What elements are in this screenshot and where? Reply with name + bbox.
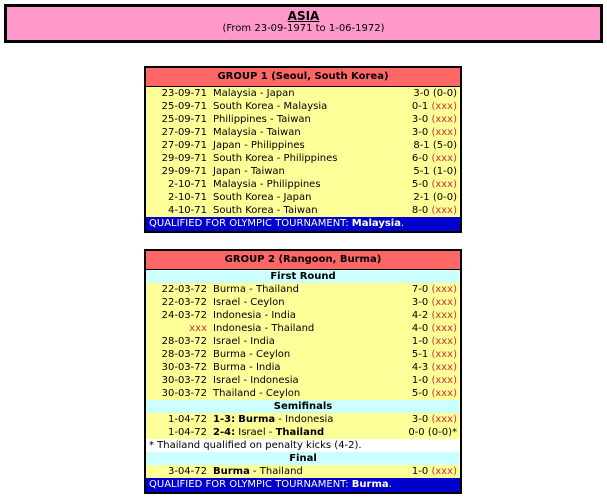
halftime-score: (xxx) (431, 283, 457, 295)
match-score (389, 178, 461, 191)
match-row (145, 113, 461, 126)
match-row (145, 87, 461, 101)
qualified-label: QUALIFIED FOR OLYMPIC TOURNAMENT: (149, 479, 349, 490)
qualified-end: . (388, 479, 392, 490)
match-row (145, 374, 461, 387)
halftime-score: (xxx) (431, 348, 457, 360)
halftime-score: (0-0) (432, 191, 457, 203)
match-row (145, 126, 461, 139)
match-row (145, 426, 461, 439)
match-row (145, 204, 461, 217)
match-teams: Israel - Ceylon (210, 296, 384, 309)
match-row (145, 165, 461, 178)
match-score (389, 139, 461, 152)
match-teams: Indonesia - India (210, 309, 384, 322)
match-row (145, 387, 461, 400)
match-date: xxx (145, 322, 210, 335)
match-teams: Japan - Philippines (210, 139, 389, 152)
match-date: 3-04-72 (145, 465, 210, 478)
qualified-team: Malaysia (351, 218, 401, 229)
match-row (145, 309, 461, 322)
match-teams: Philippines - Taiwan (210, 113, 389, 126)
match-score (389, 204, 461, 217)
match-score (389, 152, 461, 165)
match-row (145, 139, 461, 152)
match-row (145, 465, 461, 478)
halftime-score: (xxx) (431, 413, 457, 425)
semifinals-label: Semifinals (145, 400, 461, 413)
match-row (145, 178, 461, 191)
page-header (4, 4, 603, 43)
halftime-score: (5-0) (432, 139, 457, 151)
match-score (384, 465, 461, 478)
match-teams: Malaysia - Taiwan (210, 126, 389, 139)
match-teams: South Korea - Taiwan (210, 204, 389, 217)
match-row (145, 191, 461, 204)
match-date: 30-03-72 (145, 387, 210, 400)
match-date: 29-09-71 (145, 152, 210, 165)
group-2-title: GROUP 2 (Rangoon, Burma) (145, 250, 461, 270)
page-title: ASIA (287, 9, 320, 23)
match-date: 2-10-71 (145, 191, 210, 204)
score: 5-0 (411, 178, 429, 190)
score: 3-0 (411, 113, 429, 125)
halftime-score: (xxx) (431, 387, 457, 399)
halftime-score: (xxx) (431, 374, 457, 386)
match-date: 30-03-72 (145, 374, 210, 387)
score: 0-0 (408, 426, 425, 438)
match-date: 27-09-71 (145, 126, 210, 139)
score: 0-1 (411, 100, 429, 112)
group-1-qualified (145, 217, 461, 232)
match-score (384, 283, 461, 296)
match-date: 25-09-71 (145, 113, 210, 126)
halftime-score: (xxx) (431, 204, 457, 216)
match-row (145, 361, 461, 374)
match-teams: South Korea - Japan (210, 191, 389, 204)
match-score (384, 296, 461, 309)
match-teams: Japan - Taiwan (210, 165, 389, 178)
qualified-end: . (400, 218, 405, 229)
group-1-title: GROUP 1 (Seoul, South Korea) (145, 67, 461, 87)
match-date: 30-03-72 (145, 361, 210, 374)
score: 6-0 (411, 152, 429, 164)
match-row (145, 100, 461, 113)
score: 4-0 (411, 322, 429, 334)
halftime-score: (xxx) (431, 152, 457, 164)
match-score (389, 100, 461, 113)
match-teams: Malaysia - Japan (210, 87, 389, 101)
other-team: Israel - (238, 426, 276, 438)
score: 1-0 (411, 335, 429, 347)
position-label: 1-3: (213, 413, 236, 425)
match-teams: South Korea - Malaysia (210, 100, 389, 113)
halftime-score: (xxx) (431, 309, 457, 321)
group-2-table (144, 249, 462, 494)
halftime-score: (xxx) (431, 465, 457, 477)
match-teams: Burma - Thailand (210, 283, 384, 296)
match-teams: Indonesia - Thailand (210, 322, 384, 335)
match-row (145, 322, 461, 335)
match-score (389, 191, 461, 204)
match-date: 22-03-72 (145, 283, 210, 296)
halftime-score: (xxx) (431, 178, 457, 190)
match-date: 25-09-71 (145, 100, 210, 113)
score: 4-3 (411, 361, 429, 373)
match-score (389, 113, 461, 126)
halftime-score: (xxx) (431, 126, 457, 138)
score: 3-0 (411, 413, 429, 425)
match-teams: Malaysia - Philippines (210, 178, 389, 191)
match-teams: South Korea - Philippines (210, 152, 389, 165)
score: 5-1 (413, 165, 430, 177)
halftime-score: (1-0) (432, 165, 457, 177)
halftime-score: (xxx) (431, 322, 457, 334)
match-score (384, 348, 461, 361)
match-score (389, 126, 461, 139)
match-teams (210, 465, 384, 478)
group-2-qualified (145, 478, 461, 493)
match-score (384, 387, 461, 400)
score: 4-2 (411, 309, 429, 321)
score: 1-0 (411, 465, 429, 477)
other-team: - Thailand (249, 465, 303, 477)
match-teams: Israel - Indonesia (210, 374, 384, 387)
match-date: 28-03-72 (145, 348, 210, 361)
match-score (384, 413, 461, 426)
other-team: - Indonesia (275, 413, 334, 425)
halftime-score: (xxx) (431, 296, 457, 308)
match-score (384, 309, 461, 322)
group-1-table (144, 66, 462, 233)
final-label: Final (145, 452, 461, 465)
winner-team: Burma (238, 413, 276, 425)
match-score (389, 87, 461, 101)
match-date: 27-09-71 (145, 139, 210, 152)
halftime-score: (xxx) (431, 113, 457, 125)
halftime-score: (xxx) (431, 361, 457, 373)
match-teams (210, 413, 384, 426)
position-label: 2-4: (213, 426, 236, 438)
qualified-label: QUALIFIED FOR OLYMPIC TOURNAMENT: (149, 218, 349, 229)
match-date: 23-09-71 (145, 87, 210, 101)
match-teams: Burma - India (210, 361, 384, 374)
score: 3-0 (413, 87, 430, 99)
match-date: 2-10-71 (145, 178, 210, 191)
match-score (384, 322, 461, 335)
page-subtitle: (From 23-09-1971 to 1-06-1972) (222, 23, 385, 34)
winner-team: Burma (213, 465, 250, 477)
match-row (145, 413, 461, 426)
score: 3-0 (411, 296, 429, 308)
score: 5-1 (411, 348, 429, 360)
score: 2-1 (413, 191, 430, 203)
score: 1-0 (411, 374, 429, 386)
score: 3-0 (411, 126, 429, 138)
match-row (145, 335, 461, 348)
match-date: 1-04-72 (145, 413, 210, 426)
match-row (145, 348, 461, 361)
match-row (145, 296, 461, 309)
qualified-team: Burma (351, 479, 389, 490)
match-teams: Israel - India (210, 335, 384, 348)
winner-team: Thailand (275, 426, 325, 438)
halftime-score: (xxx) (431, 335, 457, 347)
match-date: 22-03-72 (145, 296, 210, 309)
match-score (384, 361, 461, 374)
halftime-score: (0-0) (432, 87, 457, 99)
match-score (384, 335, 461, 348)
match-score (389, 165, 461, 178)
score: 7-0 (411, 283, 429, 295)
penalty-note: * Thailand qualified on penalty kicks (4-2). (145, 439, 461, 452)
match-score (384, 374, 461, 387)
match-teams (210, 426, 384, 439)
match-teams: Thailand - Ceylon (210, 387, 384, 400)
match-date: 4-10-71 (145, 204, 210, 217)
match-teams: Burma - Ceylon (210, 348, 384, 361)
match-date: 24-03-72 (145, 309, 210, 322)
first-round-label: First Round (145, 270, 461, 284)
halftime-score: (xxx) (431, 100, 457, 112)
match-row (145, 152, 461, 165)
match-date: 1-04-72 (145, 426, 210, 439)
match-date: 28-03-72 (145, 335, 210, 348)
match-date: 29-09-71 (145, 165, 210, 178)
score: 8-0 (411, 204, 429, 216)
match-row (145, 283, 461, 296)
match-score (384, 426, 461, 439)
score: 8-1 (413, 139, 430, 151)
score: 5-0 (411, 387, 429, 399)
halftime-score: (0-0)* (427, 426, 457, 438)
